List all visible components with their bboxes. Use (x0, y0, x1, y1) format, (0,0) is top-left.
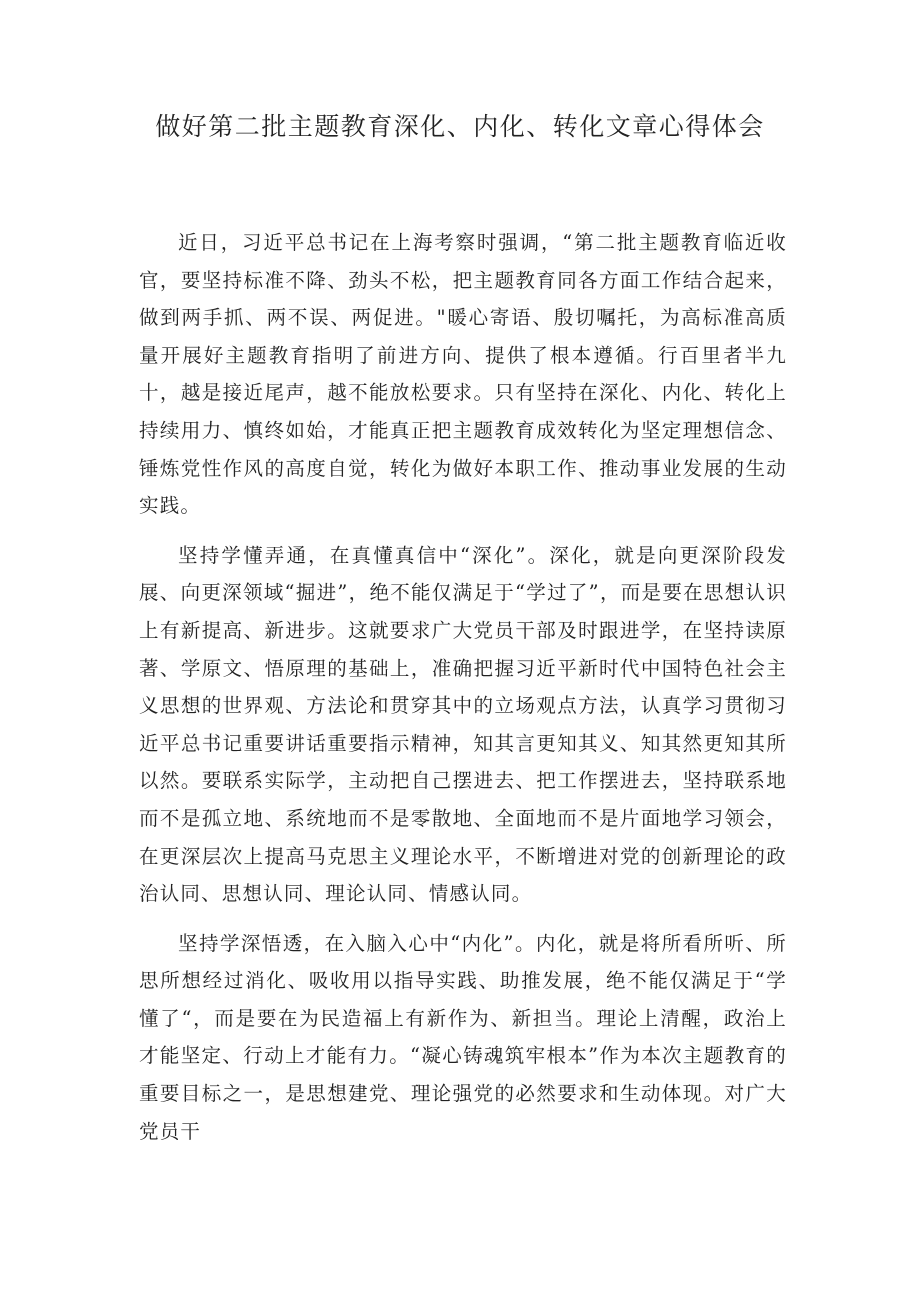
paragraph-internalize: 坚持学深悟透，在入脑入心中“内化”。内化，就是将所看所听、所思所想经过消化、吸收用以指导实践、助推发展，绝不能仅满足于“学懂了“，而是要在为民造福上有新作为、新担当。理论上清醒，政治上才能坚定、行动上才能有力。“凝心铸魂筑牢根本”作为本次主题教育的重要目标之一，是思想建党、理论强党的必然要求和生动体现。对广大党员干 (139, 931, 787, 1143)
paragraph-intro: 近日，习近平总书记在上海考察时强调，“第二批主题教育临近收官，要坚持标准不降、劲头不松，把主题教育同各方面工作结合起来，做到两手抓、两不误、两促进。"暖心寄语、殷切嘱托，为高标准高质量开展好主题教育指明了前进方向、提供了根本遵循。行百里者半九十，越是接近尾声，越不能放松要求。只有坚持在深化、内化、转化上持续用力、慎终如始，才能真正把主题教育成效转化为坚定理想信念、锤炼党性作风的高度自觉，转化为做好本职工作、推动事业发展的生动实践。 (139, 231, 787, 518)
document-title: 做好第二批主题教育深化、内化、转化文章心得体会 (155, 112, 765, 141)
document-body (139, 224, 787, 1162)
paragraph-deepen: 坚持学懂弄通，在真懂真信中“深化”。深化，就是向更深阶段发展、向更深领域“掘进”，绝不能仅满足于“学过了”，而是要在思想认识上有新提高、新进步。这就要求广大党员干部及时跟进学，在坚持读原著、学原文、悟原理的基础上，准确把握习近平新时代中国特色社会主义思想的世界观、方法论和贯穿其中的立场观点方法，认真学习贯彻习近平总书记重要讲话重要指示精神，知其言更知其义、知其然更知其所以然。要联系实际学，主动把自己摆进去、把工作摆进去，坚持联系地而不是孤立地、系统地而不是零散地、全面地而不是片面地学习领会，在更深层次上提高马克思主义理论水平，不断增进对党的创新理论的政治认同、思想认同、理论认同、情感认同。 (139, 543, 787, 906)
